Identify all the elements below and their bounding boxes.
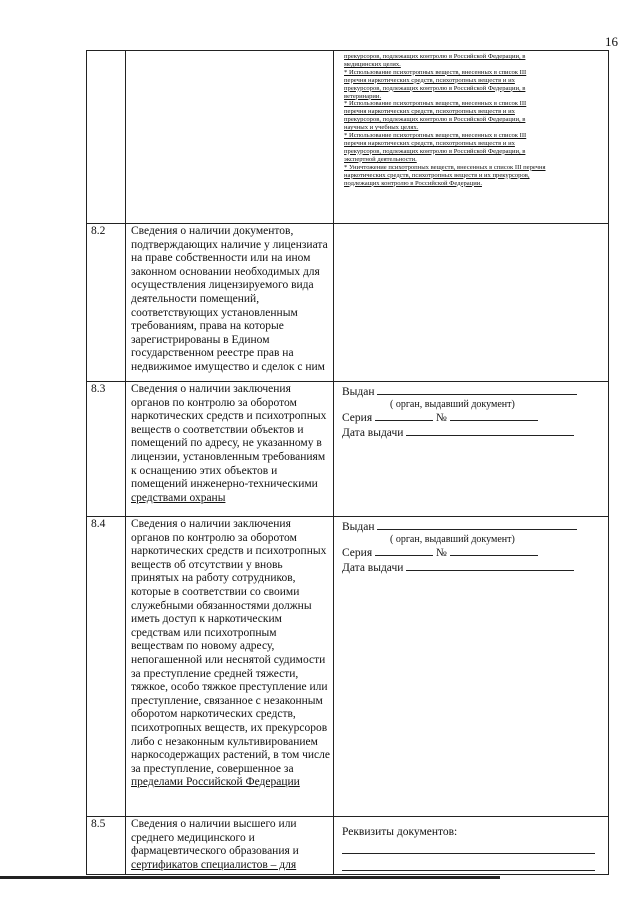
description-text: Сведения о наличии заключения органов по контролю за оборотом наркотических средств и психотропных веществ о соответствии объектов и помещений по адресу, не указанному в лицензии, установленным требованиям к оснащению этих объектов и помещений инженерно-техническими xyxy=(131,383,327,491)
activity-line: экспертной деятельности. xyxy=(344,155,417,163)
row-value xyxy=(334,51,609,224)
activity-line: прекурсоров, подлежащих контролю в Российской Федерации, в xyxy=(344,116,526,124)
activity-line: наркотических средств, психотропных веществ и их прекурсоров, xyxy=(344,171,530,179)
activity-line: * Уничтожение психотропных веществ, внесенных в список III перечня xyxy=(344,163,546,171)
requisites-label: Реквизиты документов: xyxy=(342,826,458,838)
series-number-field xyxy=(342,545,605,560)
activity-line: перечня наркотических средств, психотропных веществ и их xyxy=(344,76,515,84)
row-description: Сведения о наличии документов, подтверждающих наличие у лицензиата на праве собственности или на ином законном основании необходимых для осуществления лицензируемого вида деятельности помещений, соответствующих установленным требованиям, права на которые зарегистрированы в Едином государственном реестре прав на недвижимое имущество и сделок с ним xyxy=(126,224,334,382)
issued-by-blank[interactable] xyxy=(377,384,577,395)
row-description xyxy=(126,517,334,817)
activity-line: * Использование психотропных веществ, внесенных в список III xyxy=(344,100,527,108)
row-description xyxy=(126,51,334,224)
activity-line: прекурсоров, подлежащих контролю в Российской Федерации, в xyxy=(344,147,526,155)
issued-by-field xyxy=(342,519,605,534)
issued-label: Выдан xyxy=(342,386,375,398)
issue-date-field xyxy=(342,425,605,440)
requisites-blank[interactable] xyxy=(342,853,595,854)
number-blank[interactable] xyxy=(450,545,538,556)
activity-line: * Использование психотропных веществ, внесенных в список III xyxy=(344,68,527,76)
issuer-caption: ( орган, выдавший документ) xyxy=(390,399,515,410)
description-tail: средствами охраны xyxy=(131,491,226,504)
issue-date-field xyxy=(342,560,605,575)
activity-line: * Использование психотропных веществ, внесенных в список III xyxy=(344,132,527,140)
table-row-8-5 xyxy=(87,817,609,875)
description-tail: сертификатов специалистов – для xyxy=(131,858,297,871)
activity-line: научных и учебных целях. xyxy=(344,124,419,132)
series-number-field xyxy=(342,410,605,425)
activity-line: медицинских целях. xyxy=(344,60,401,68)
row-value xyxy=(334,224,609,382)
row-number: 8.5 xyxy=(87,817,126,875)
number-label: № xyxy=(435,547,447,559)
activity-line: прекурсоров, подлежащих контролю в Российской Федерации, в xyxy=(344,84,526,92)
row-description xyxy=(126,382,334,517)
row-value xyxy=(334,817,609,875)
table-row-8-4 xyxy=(87,517,609,817)
row-number: 8.3 xyxy=(87,382,126,517)
licensed-activities-list xyxy=(344,53,605,187)
number-blank[interactable] xyxy=(450,410,538,421)
issue-date-blank[interactable] xyxy=(406,425,574,436)
series-blank[interactable] xyxy=(375,410,433,421)
table-row-8-3 xyxy=(87,382,609,517)
description-tail: пределами Российской Федерации xyxy=(131,776,300,789)
row-number: 8.4 xyxy=(87,517,126,817)
issuer-caption: ( орган, выдавший документ) xyxy=(390,534,515,545)
row-number xyxy=(87,51,126,224)
row-number: 8.2 xyxy=(87,224,126,382)
series-label: Серия xyxy=(342,412,373,424)
issue-date-blank[interactable] xyxy=(406,560,574,571)
row-value xyxy=(334,517,609,817)
issued-by-blank[interactable] xyxy=(377,519,577,530)
row-description xyxy=(126,817,334,875)
series-label: Серия xyxy=(342,547,373,559)
issue-date-label: Дата выдачи xyxy=(342,562,404,574)
row-value xyxy=(334,382,609,517)
bottom-rule xyxy=(0,876,500,879)
activity-line: подлежащих контролю в Российской Федерации. xyxy=(344,179,482,187)
issued-label: Выдан xyxy=(342,521,375,533)
number-label: № xyxy=(435,412,447,424)
table-row-continuation xyxy=(87,51,609,224)
table-row-8-2 xyxy=(87,224,609,382)
activity-line: перечня наркотических средств, психотропных веществ и их xyxy=(344,108,515,116)
form-table xyxy=(86,50,609,875)
activity-line: ветеринарии. xyxy=(344,92,382,100)
series-blank[interactable] xyxy=(375,545,433,556)
issue-date-label: Дата выдачи xyxy=(342,427,404,439)
page-number: 16 xyxy=(605,34,618,49)
activity-line: прекурсоров, подлежащих контролю в Российской Федерации, в xyxy=(344,53,526,60)
requisites-blank[interactable] xyxy=(342,870,595,871)
issued-by-field xyxy=(342,384,605,399)
description-text: Сведения о наличии высшего или среднего медицинского и фармацевтического образования и xyxy=(131,818,299,858)
activity-line: перечня наркотических средств, психотропных веществ и их xyxy=(344,139,515,147)
description-text: Сведения о наличии заключения органов по контролю за оборотом наркотических средств и психотропных веществ об отсутствии у вновь принятых на работу сотрудников, которые в соответствии со своими служебными обязанностями должны иметь доступ к наркотическим средствам или психотропным веществам по новому адресу, непогашенной или неснятой судимости за преступление средней тяжести, тяжкое, особо тяжкое преступление или преступление, связанное с незаконным оборотом наркотических средств, психотропных веществ, их прекурсоров либо с незаконным культивированием наркосодержащих растений, в том числе за преступление, совершенное за xyxy=(131,518,331,775)
